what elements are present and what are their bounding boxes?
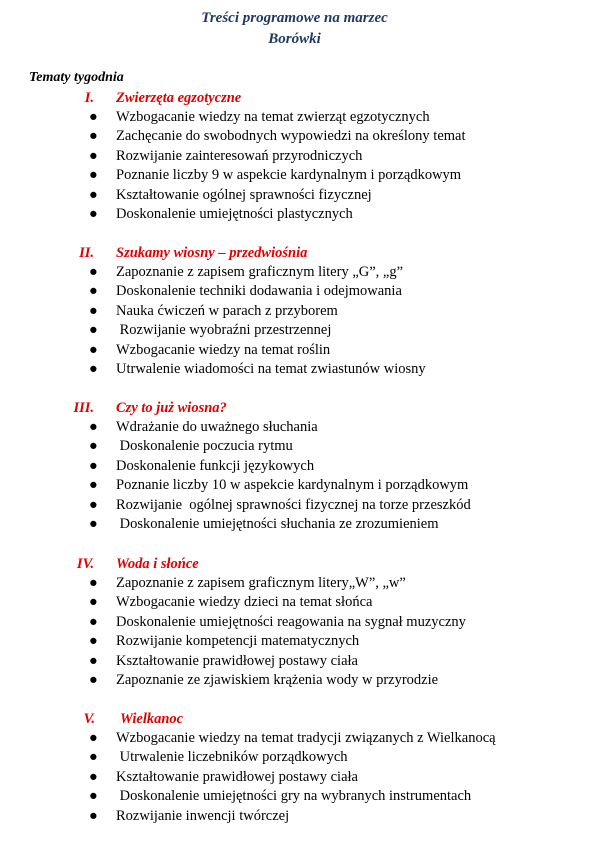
list-item	[0, 808, 589, 828]
bullet-icon: ●	[89, 147, 98, 164]
bullet-icon: ●	[89, 613, 98, 630]
topic-heading	[0, 90, 589, 110]
list-item-text: Wdrażanie do uważnego słuchania	[116, 419, 318, 435]
bullet-icon: ●	[89, 594, 98, 611]
list-item-text: Rozwijanie ogólnej sprawności fizycznej na torze przeszkód	[116, 496, 471, 513]
list-item	[0, 769, 589, 789]
topic-heading	[0, 711, 589, 731]
bullet-icon: ●	[89, 652, 98, 669]
list-item	[0, 575, 589, 595]
bullet-icon: ●	[89, 302, 98, 319]
bullet-icon: ●	[89, 341, 98, 358]
list-item	[0, 187, 589, 207]
list-item-text: Rozwijanie wyobraźni przestrzennej	[116, 322, 332, 339]
list-item	[0, 458, 589, 478]
list-item-text: Wzbogacanie wiedzy na temat zwierząt egzotycznych	[116, 109, 430, 125]
list-item-text: Doskonalenie umiejętności reagowania na sygnał muzyczny	[116, 613, 466, 630]
list-item	[0, 264, 589, 284]
bullet-icon: ●	[89, 672, 98, 689]
topic-number: III.	[73, 400, 94, 416]
bullet-icon: ●	[89, 361, 98, 378]
list-item	[0, 477, 589, 497]
list-item-text: Rozwijanie inwencji twórczej	[116, 807, 290, 824]
list-item-text: Wzbogacanie wiedzy na temat tradycji związanych z Wielkanocą	[116, 730, 496, 746]
bullet-icon: ●	[89, 109, 98, 125]
bullet-icon: ●	[89, 730, 98, 746]
bullet-icon: ●	[89, 322, 98, 339]
bullet-icon: ●	[89, 128, 98, 145]
topic-title: Woda i słońce	[116, 556, 199, 572]
list-item-text: Utrwalenie wiadomości na temat zwiastunów wiosny	[116, 361, 426, 378]
list-item	[0, 361, 589, 381]
list-item-text: Kształtowanie ogólnej sprawności fizycznej	[116, 186, 372, 203]
list-item	[0, 342, 589, 362]
list-item-text: Rozwijanie kompetencji matematycznych	[116, 633, 360, 650]
list-item-text: Zapoznanie ze zjawiskiem krążenia wody w przyrodzie	[116, 672, 439, 689]
list-item	[0, 497, 589, 517]
list-item	[0, 283, 589, 303]
section-heading: Tematy tygodnia	[29, 70, 124, 85]
list-item-text: Nauka ćwiczeń w parach z przyborem	[116, 302, 338, 319]
topic-heading	[0, 556, 589, 576]
bullet-icon: ●	[89, 516, 98, 533]
list-item	[0, 128, 589, 148]
list-item-text: Doskonalenie umiejętności plastycznych	[116, 206, 353, 223]
list-item-text: Wzbogacanie wiedzy dzieci na temat słońca	[116, 594, 373, 611]
list-item	[0, 206, 589, 226]
group-name: Borówki	[268, 31, 321, 47]
topic-number: IV.	[76, 556, 94, 572]
list-item	[0, 749, 589, 769]
list-item	[0, 594, 589, 614]
topic-heading	[0, 400, 589, 420]
topic-title: Zwierzęta egzotyczne	[116, 90, 242, 106]
bullet-icon: ●	[89, 633, 98, 650]
list-item	[0, 419, 589, 439]
bullet-icon: ●	[89, 807, 98, 824]
topic-title: Czy to już wiosna?	[116, 400, 227, 416]
list-item	[0, 167, 589, 187]
bullet-icon: ●	[89, 457, 98, 474]
list-item	[0, 303, 589, 323]
list-item-text: Doskonalenie poczucia rytmu	[116, 438, 293, 455]
list-item	[0, 633, 589, 653]
list-item-text: Utrwalenie liczebników porządkowych	[116, 749, 348, 766]
list-item-text: Zapoznanie z zapisem graficznym litery „G”, „g”	[116, 264, 404, 280]
list-item-text: Doskonalenie techniki dodawania i odejmowania	[116, 283, 402, 300]
list-item	[0, 438, 589, 458]
list-item	[0, 730, 589, 750]
list-item-text: Kształtowanie prawidłowej postawy ciała	[116, 652, 358, 669]
list-item-text: Doskonalenie umiejętności gry na wybranych instrumentach	[116, 788, 472, 805]
bullet-icon: ●	[89, 496, 98, 513]
bullet-icon: ●	[89, 167, 98, 184]
bullet-icon: ●	[89, 768, 98, 785]
bullet-icon: ●	[89, 438, 98, 455]
document-title: Treści programowe na marzec	[201, 10, 388, 26]
list-item-text: Kształtowanie prawidłowej postawy ciała	[116, 768, 358, 785]
list-item	[0, 614, 589, 634]
topic-title: Szukamy wiosny – przedwiośnia	[116, 245, 308, 261]
list-item	[0, 516, 589, 536]
topic-title: Wielkanoc	[120, 711, 184, 727]
topic-heading	[0, 245, 589, 265]
bullet-icon: ●	[89, 283, 98, 300]
topic-number: I.	[84, 90, 94, 106]
list-item	[0, 653, 589, 673]
bullet-icon: ●	[89, 749, 98, 766]
list-item-text: Zachęcanie do swobodnych wypowiedzi na określony temat	[116, 128, 466, 145]
bullet-icon: ●	[89, 186, 98, 203]
bullet-icon: ●	[89, 419, 98, 435]
list-item-text: Wzbogacanie wiedzy na temat roślin	[116, 341, 331, 358]
topic-number: V.	[83, 711, 95, 727]
bullet-icon: ●	[89, 477, 98, 494]
bullet-icon: ●	[89, 575, 98, 591]
list-item-text: Doskonalenie umiejętności słuchania ze zrozumieniem	[116, 516, 439, 533]
bullet-icon: ●	[89, 788, 98, 805]
list-item-text: Poznanie liczby 10 w aspekcie kardynalnym i porządkowym	[116, 477, 469, 494]
list-item	[0, 148, 589, 168]
bullet-icon: ●	[89, 264, 98, 280]
list-item-text: Rozwijanie zainteresowań przyrodniczych	[116, 147, 363, 164]
list-item-text: Poznanie liczby 9 w aspekcie kardynalnym i porządkowym	[116, 167, 462, 184]
list-item	[0, 672, 589, 692]
list-item-text: Doskonalenie funkcji językowych	[116, 457, 315, 474]
list-item	[0, 788, 589, 808]
list-item-text: Zapoznanie z zapisem graficznym litery„W”, „w”	[116, 575, 406, 591]
list-item	[0, 322, 589, 342]
bullet-icon: ●	[89, 206, 98, 223]
list-item	[0, 109, 589, 129]
topic-number: II.	[79, 245, 94, 261]
